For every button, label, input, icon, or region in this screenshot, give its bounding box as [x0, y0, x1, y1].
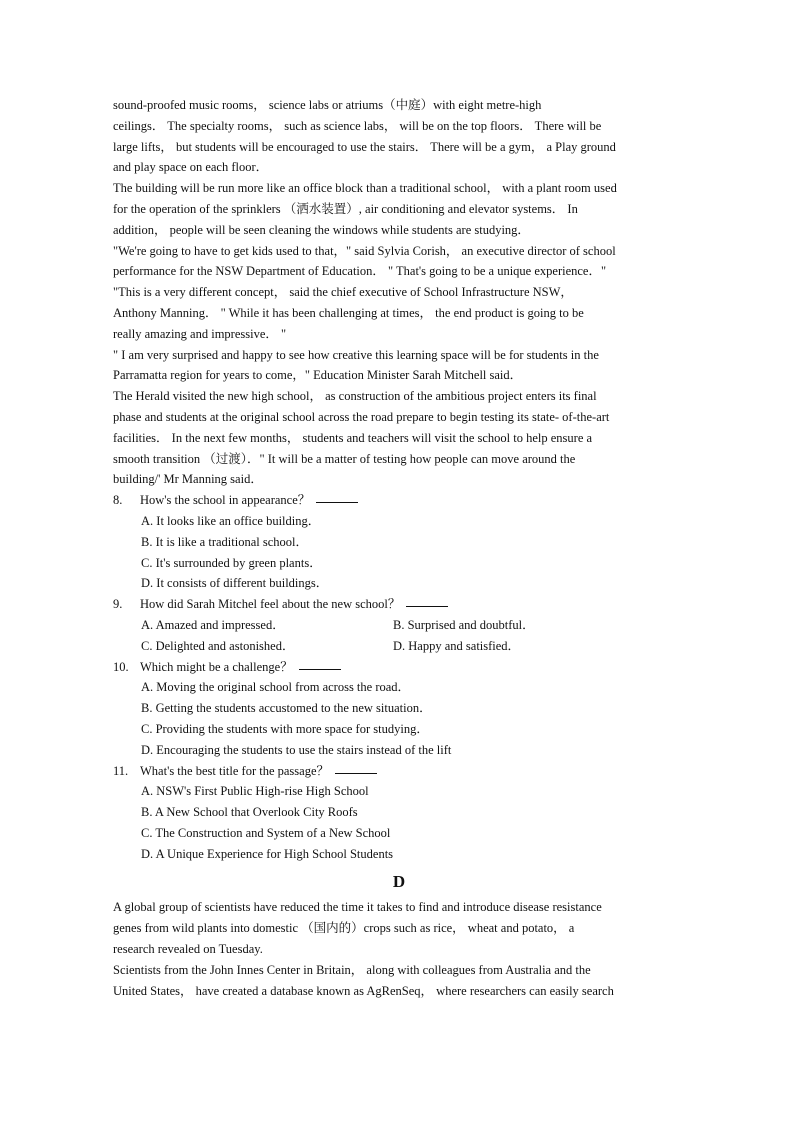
- passage-line: facilities． In the next few months， students and teachers will visit the school to help ensure a: [113, 430, 593, 445]
- option-b[interactable]: B. Surprised and doubtful．: [393, 617, 535, 632]
- option-c[interactable]: C. It's surrounded by green plants．: [141, 555, 322, 570]
- question-8: [113, 490, 685, 594]
- passage-line: ceilings． The specialty rooms， such as science labs， will be on the top floors． There will be: [113, 118, 602, 133]
- answer-blank[interactable]: [335, 761, 377, 774]
- passage-line: and play space on each floor．: [113, 160, 269, 175]
- passage-line: performance for the NSW Department of Education． " That's going to be a unique experience．": [113, 264, 607, 279]
- passage-line: building/' Mr Manning said．: [113, 472, 263, 487]
- option-a[interactable]: A. NSW's First Public High-rise High School: [141, 784, 369, 799]
- question-number: 8.: [113, 493, 123, 508]
- passage-line: phase and students at the original school across the road prepare to begin testing its state- of-the-art: [113, 409, 610, 424]
- option-b[interactable]: B. Getting the students accustomed to the new situation．: [141, 701, 432, 716]
- question-number: 11.: [113, 763, 129, 778]
- question-number: 10.: [113, 659, 129, 674]
- option-c[interactable]: C. The Construction and System of a New School: [141, 825, 391, 840]
- section-heading: D: [392, 872, 406, 892]
- answer-blank[interactable]: [316, 490, 358, 503]
- option-d[interactable]: D. It consists of different buildings．: [141, 576, 329, 591]
- passage-line: Anthony Manning． " While it has been challenging at times， the end product is going to be: [113, 305, 584, 320]
- passage-line: large lifts， but students will be encouraged to use the stairs． There will be a gym， a Play ground: [113, 139, 616, 154]
- passage-line: A global group of scientists have reduced the time it takes to find and introduce disease resistance: [113, 900, 602, 915]
- passage-line: Parramatta region for years to come，" Education Minister Sarah Mitchell said．: [113, 368, 523, 383]
- passage-line: Scientists from the John Innes Center in Britain， along with colleagues from Australia and the: [113, 962, 591, 977]
- passage-line: United States， have created a database known as AgRenSeq， where researchers can easily search: [113, 983, 614, 998]
- passage-line: sound-proofed music rooms， science labs or atriums（中庭）with eight metre-high: [113, 98, 542, 112]
- passage-line: "This is a very different concept， said the chief executive of School Infrastructure NSW，: [113, 285, 573, 300]
- question-11: [113, 761, 685, 865]
- passage-line: The building will be run more like an office block than a traditional school， with a plant room used: [113, 181, 617, 196]
- question-10: [113, 657, 685, 761]
- question-text: How did Sarah Mitchel feel about the new school？: [140, 597, 401, 612]
- passage-line: for the operation of the sprinklers （洒水装置）, air conditioning and elevator systems． In: [113, 201, 578, 216]
- option-d[interactable]: D. Happy and satisfied．: [393, 638, 521, 653]
- option-d[interactable]: D. Encouraging the students to use the stairs instead of the lift: [141, 742, 452, 757]
- passage-line: smooth transition （过渡）．" It will be a matter of testing how people can move around the: [113, 451, 576, 466]
- option-b[interactable]: B. It is like a traditional school．: [141, 534, 308, 549]
- option-c[interactable]: C. Delighted and astonished．: [141, 638, 295, 653]
- passage-line: The Herald visited the new high school， as construction of the ambitious project enters its final: [113, 389, 597, 404]
- document-page: [113, 95, 685, 1001]
- passage-line: genes from wild plants into domestic （国内的）crops such as rice， wheat and potato， a: [113, 921, 575, 936]
- question-text: Which might be a challenge？: [140, 659, 293, 674]
- passage-d-text: [113, 897, 685, 1001]
- answer-blank[interactable]: [299, 657, 341, 670]
- question-number: 9.: [113, 597, 123, 612]
- option-c[interactable]: C. Providing the students with more space for studying．: [141, 721, 429, 736]
- passage-line: addition， people will be seen cleaning the windows while students are studying．: [113, 222, 530, 237]
- question-text: What's the best title for the passage？: [140, 763, 330, 778]
- passage-line: research revealed on Tuesday.: [113, 942, 263, 957]
- option-b[interactable]: B. A New School that Overlook City Roofs: [141, 805, 358, 820]
- question-text: How's the school in appearance？: [140, 493, 311, 508]
- question-9: [113, 594, 685, 656]
- option-d[interactable]: D. A Unique Experience for High School Students: [141, 846, 394, 861]
- passage-line: " I am very surprised and happy to see how creative this learning space will be for students in the: [113, 347, 599, 362]
- passage-c-text: [113, 95, 685, 490]
- option-a[interactable]: A. Amazed and impressed．: [141, 617, 285, 632]
- passage-line: "We're going to have to get kids used to that，" said Sylvia Corish， an executive director of school: [113, 243, 616, 258]
- answer-blank[interactable]: [406, 594, 448, 607]
- option-a[interactable]: A. It looks like an office building．: [141, 513, 321, 528]
- passage-line: really amazing and impressive． ": [113, 326, 287, 341]
- option-a[interactable]: A. Moving the original school from across the road．: [141, 680, 411, 695]
